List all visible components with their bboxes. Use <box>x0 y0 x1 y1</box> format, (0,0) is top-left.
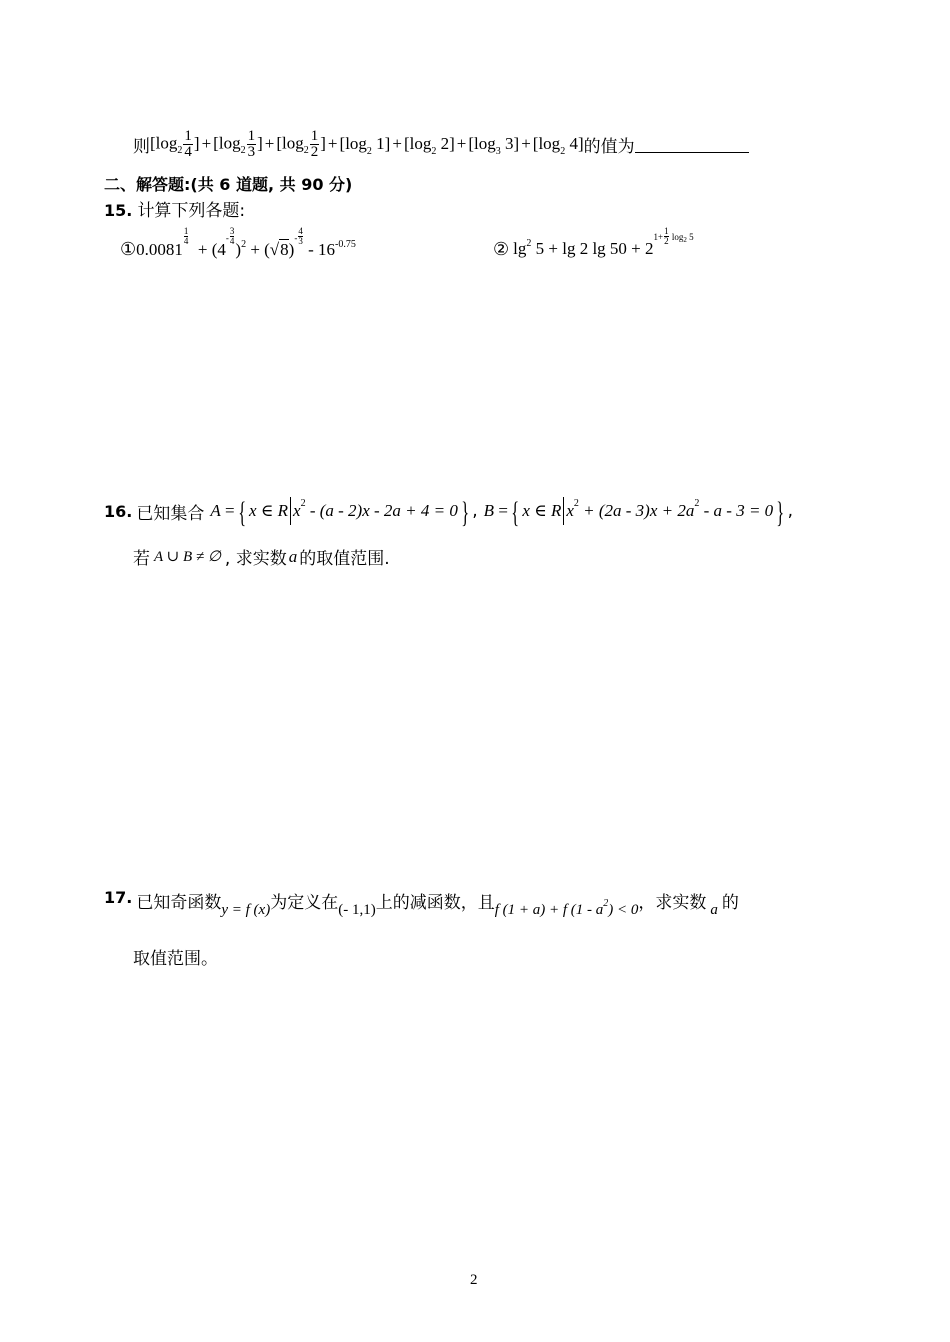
q17-text4: ，求实数 <box>638 893 707 913</box>
q16-condition: A ∪ B ≠ ∅ <box>154 549 221 565</box>
q16-line1: 16. 已知集合 A = { x ∈ R x 2 - (a - 2)x - 2a + 4 = 0 } , B = { x ∈ R x 2 + (2a - 3)x + 2a 2 - a - 3 = 0 } , <box>104 496 793 529</box>
q16-variable: a <box>288 546 298 566</box>
q15-part1 <box>120 222 356 260</box>
q17-text5: 的 <box>721 893 739 913</box>
q14-prefix: 则 <box>133 136 150 157</box>
q15-part1-expr: 0.0081 $\frac{1}{4}$ + (4- $\frac{3}{4}$ )$^2$ + (√8)- $\frac{4}{3}$ - $16^{-0.75}$ <box>136 226 356 259</box>
q14-expression-line: 则 [$\log_2$ $\frac{1}{4}$ ] + [$\log_2$ $\frac{1}{3}$ ] + [$\log_2$ $\frac{1}{2}$ ] + [$\log_2$ 1] + [$\log_2$ 2] + [$\log_3$ 3] + [$\log_2$ 4] 的值为 <box>133 122 749 166</box>
q16-sep: , <box>472 501 478 521</box>
q17-text3: 上的减函数，且 <box>375 893 495 913</box>
q16-line2-prefix: 若 <box>133 549 150 569</box>
section-title: 二、解答题:(共 6 道题, 共 90 分) <box>104 175 353 194</box>
q17-label: 17. <box>104 888 133 907</box>
q17-variable: a <box>710 902 718 918</box>
q15-label: 15. <box>104 201 133 220</box>
q14-term-6: [$\log_3$ 3] <box>468 134 520 157</box>
q15-heading <box>104 196 245 221</box>
q17-interval: (- 1,1) <box>338 902 376 918</box>
q16-text: 已知集合 <box>136 503 205 524</box>
answer-blank[interactable] <box>635 136 749 153</box>
q15-part2-expr: $\lg^2 5 + \lg 2$ lg 50 + 2 1+ $\frac{1}{2}$ log 2 5 <box>513 226 694 258</box>
q14-term-2: [$\log_2$ $\frac{1}{3}$ ] <box>213 127 263 160</box>
q17-line1 <box>104 886 739 922</box>
q15-part2-marker: ② <box>493 239 510 260</box>
q14-term-3: [$\log_2$ $\frac{1}{2}$ ] <box>276 127 326 160</box>
q15-text: 计算下列各题: <box>137 201 246 221</box>
q17-text1: 已知奇函数 <box>136 893 222 913</box>
q17-inequality: f (1 + a) + f $(1 - a^2) < 0$ <box>494 898 639 918</box>
q14-term-7: [$\log_2$ 4] <box>532 134 584 157</box>
q17-text2: 为定义在 <box>270 893 339 913</box>
q15-part2 <box>493 222 694 260</box>
q16-line2-suffix: 的取值范围. <box>299 549 390 569</box>
q17-line2: 取值范围。 <box>133 949 218 969</box>
q16-set-b: B = { x ∈ R x 2 + (2a - 3)x + 2a 2 - a - 3 = 0 } <box>483 496 785 529</box>
q16-label: 16. <box>104 501 133 521</box>
q14-term-4: [$\log_2$ 1] <box>339 134 391 157</box>
q14-suffix: 的值为 <box>583 136 635 157</box>
q16-line2 <box>133 544 390 569</box>
q15-part1-marker: ① <box>120 239 137 260</box>
q16-line2-text: , 求实数 <box>224 549 287 569</box>
q16-set-a: A = { x ∈ R x 2 - (a - 2)x - 2a + 4 = 0 } <box>210 496 470 529</box>
q14-term-1: [$\log_2$ $\frac{1}{4}$ ] <box>150 127 200 160</box>
q14-term-5: [$\log_2$ 2] <box>403 134 455 157</box>
q17-function: y = f (x) <box>221 902 271 918</box>
page-number: 2 <box>470 1272 478 1288</box>
